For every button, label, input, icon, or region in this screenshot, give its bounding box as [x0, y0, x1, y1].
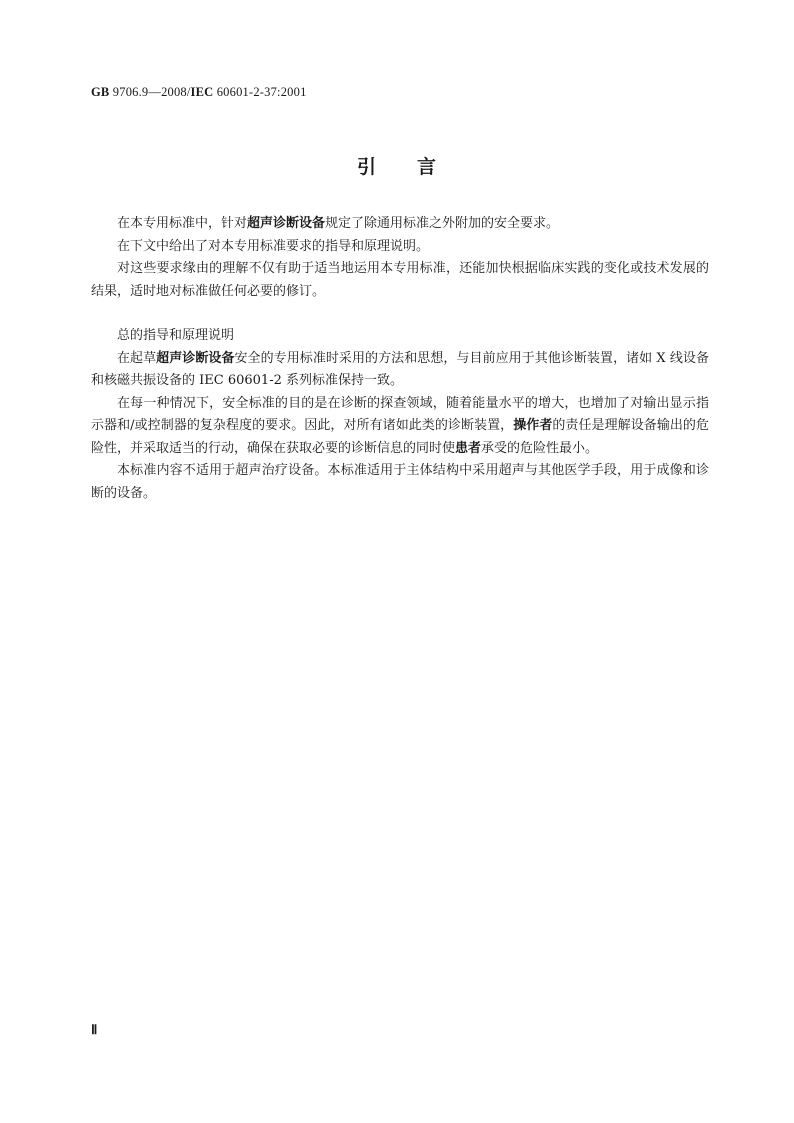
- paragraph-5-text-a: 在起草: [117, 350, 157, 366]
- standard-number: 9706.9—2008/: [109, 85, 191, 99]
- paragraph-3: 对这些要求缘由的理解不仅有助于适当地运用本专用标准，还能加快根据临床实践的变化或技术发展的结果，适时地对标准做任何必要的修订。: [91, 261, 709, 299]
- document-body: [91, 213, 709, 505]
- page-title: [0, 152, 794, 179]
- paragraph-1-text-a: 在本专用标准中，针对: [117, 216, 248, 231]
- paragraph-6-text-c: 承受的危险性最小。: [481, 440, 599, 456]
- paragraph-6: [91, 393, 709, 461]
- title-char-1: 引: [356, 156, 377, 178]
- paragraph-1: [91, 213, 709, 236]
- standard-prefix: GB: [91, 85, 110, 99]
- term-operator: 操作者: [513, 418, 553, 433]
- iec-number: 60601-2-37:2001: [213, 85, 307, 99]
- paragraph-2: 在下文中给出了对本专用标准要求的指导和原理说明。: [117, 238, 430, 254]
- title-char-2: 言: [417, 156, 438, 178]
- paragraph-6-text-a: 在每一种情况下，安全标准的目的是在诊断的探查领域，随着能量水平的增大，也增加了对输出显示指示器和/或控制器的复杂程度的要求。因此，对所有诸如此类的诊断装置，: [91, 395, 709, 433]
- paragraph-5-text-b: 安全的专用标准时采用的方法和思想，与目前应用于其他诊断装置，诸如 X 线设备和核磁共振设备的 IEC 60601-2 系列标准保持一致。: [91, 350, 709, 388]
- paragraph-1-text-b: 规定了除通用标准之外附加的安全要求。: [325, 216, 560, 231]
- iec-prefix: IEC: [190, 85, 214, 99]
- section-heading: 总的指导和原理说明: [117, 328, 235, 343]
- document-header: [91, 85, 307, 100]
- paragraph-7: 本标准内容不适用于超声治疗设备。本标准适用于主体结构中采用超声与其他医学手段，用于成像和诊断的设备。: [91, 463, 709, 501]
- term-ultrasound-device: 超声诊断设备: [247, 216, 326, 231]
- paragraph-6-text-b: 的责任是理解设备输出的危险性，并采取适当的行动，确保在获取必要的诊断信息的同时使: [91, 418, 709, 456]
- term-patient: 患者: [455, 440, 482, 456]
- term-ultrasound-device-2: 超声诊断设备: [156, 350, 235, 366]
- page-number: Ⅱ: [91, 1022, 98, 1037]
- paragraph-5: [91, 348, 709, 393]
